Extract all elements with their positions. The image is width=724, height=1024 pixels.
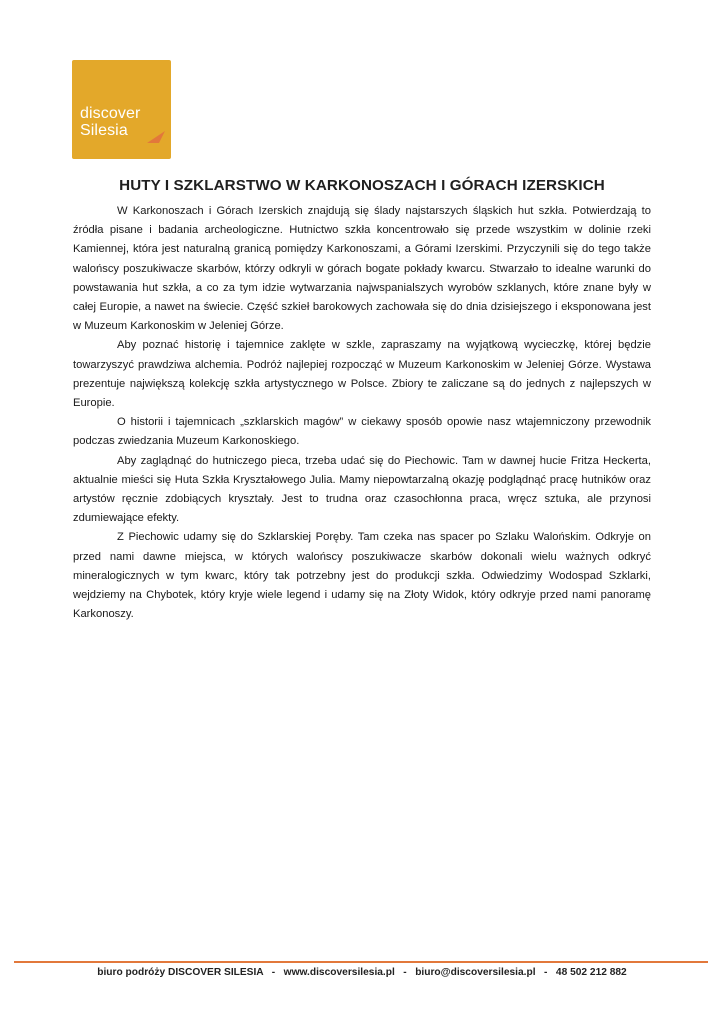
paragraph-4: Aby zaglądnąć do hutniczego pieca, trzeba udać się do Piechowic. Tam w dawnej hucie Fritza Heckerta, aktualnie mieści się Huta Szkła Kryształowego Julia. Mamy niepowtarzalną okazję podglądnąć pracę hutników oraz artystów ręcznie zdobiących kryształy. Jest to trudna oraz czasochłonna praca, wręcz sztuka, ale przynosi zdumiewające efekty. — [73, 454, 651, 525]
document-body — [73, 202, 651, 624]
paragraph-3: O historii i tajemnicach „szklarskich magów” w ciekawy sposób opowie nasz wtajemniczony przewodnik podczas zwiedzania Muzeum Karkonoskiego. — [73, 416, 651, 448]
logo-arrow-icon — [145, 129, 167, 145]
paragraph-2: Aby poznać historię i tajemnice zaklęte w szkle, zapraszamy na wyjątkową wycieczkę, której będzie towarzyszyć prawdziwa alchemia. Podróż najlepiej rozpocząć w Muzeum Karkonoskim w Jeleniej Górze. Wystawa prezentuje największą kolekcję szkła artystycznego w Polsce. Zbiory te zaliczane są do jednych z najlepszych w Europie. — [73, 339, 651, 410]
footer-divider — [14, 961, 708, 963]
logo-wordmark — [80, 105, 140, 139]
document-title: HUTY I SZKLARSTWO W KARKONOSZACH I GÓRACH IZERSKICH — [119, 177, 605, 194]
paragraph-1: W Karkonoszach i Górach Izerskich znajdują się ślady najstarszych śląskich hut szkła. Potwierdzają to źródła pisane i badania archeologiczne. Hutnictwo szkła koncentrowało się przede wszystkim w dolinie rzeki Kamiennej, która jest naturalną granicą pomiędzy Karkonoszami, a Górami Izerskimi. Przyczynili się do tego także walońscy poszukiwacze skarbów, którzy odkryli w górach bogate pokłady kwarcu. Stwarzało to idealne warunki do powstawania hut szkła, a co za tym idzie wytwarzania najwspanialszych wyrobów szklanych, które znane były w całej Europie, a nawet na świecie. Część szkieł barokowych zachowała się do dnia dzisiejszego i eksponowana jest w Muzeum Karkonoskim w Jeleniej Górze. — [73, 205, 651, 333]
discover-silesia-logo — [72, 60, 171, 159]
logo-line-discover: discover — [80, 105, 141, 122]
logo-line-silesia: Silesia — [80, 122, 128, 139]
footer-contact: biuro podróży DISCOVER SILESIA - www.discoversilesia.pl - biuro@discoversilesia.pl - 48 502 212 882 — [97, 967, 627, 978]
paragraph-5: Z Piechowic udamy się do Szklarskiej Poręby. Tam czeka nas spacer po Szlaku Walońskim. Odkryje on przed nami dawne miejsca, w których walońscy poszukiwacze skarbów dokonali wielu ważnych odkryć mineralogicznych w tym kwarc, który tak potrzebny jest do produkcji szkła. Odwiedzimy Wodospad Szklarki, wejdziemy na Chybotek, który kryje wiele legend i udamy się na Złoty Widok, który odkryje przed nami panoramę Karkonoszy. — [73, 531, 651, 621]
